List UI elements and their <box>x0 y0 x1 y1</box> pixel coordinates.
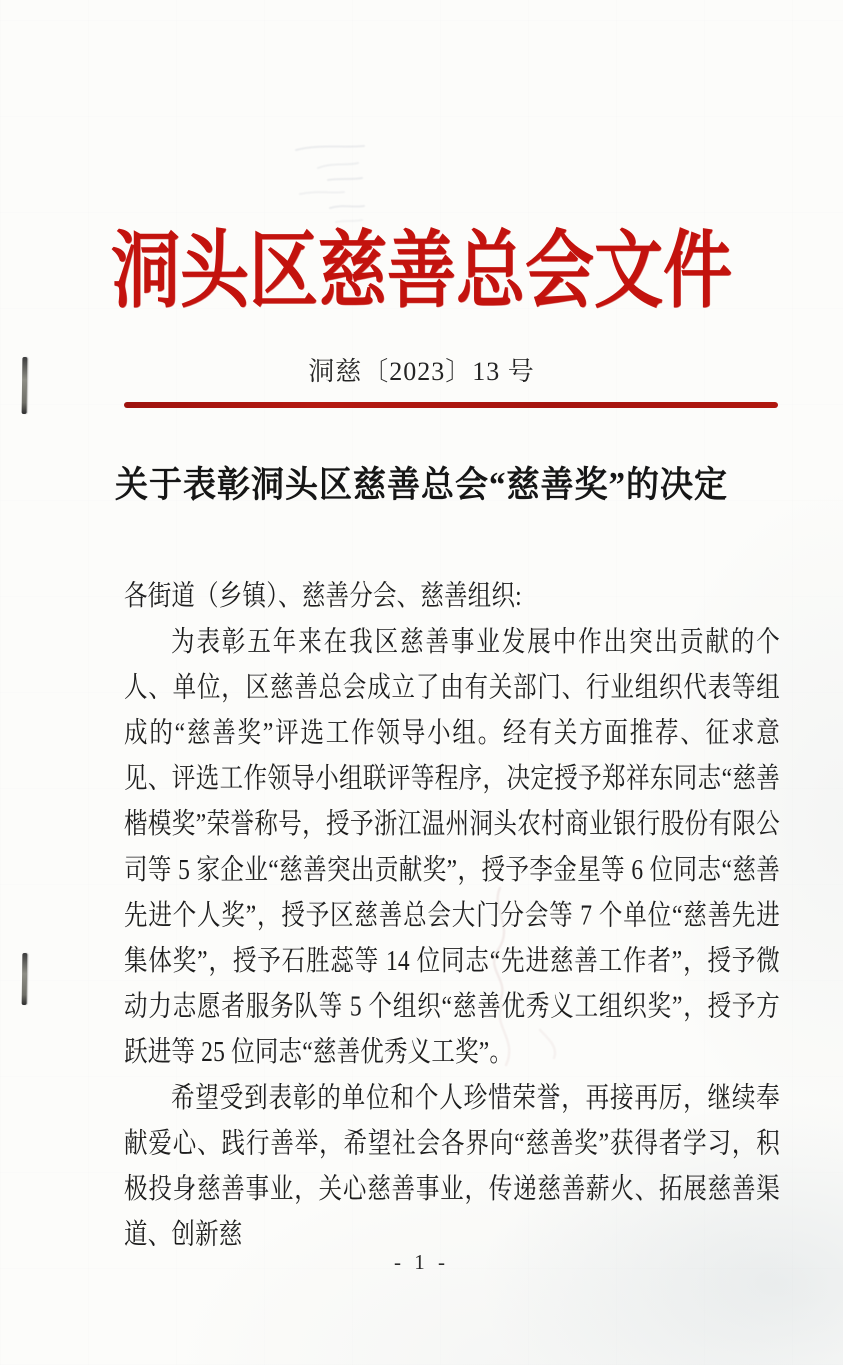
salutation-line: 各街道（乡镇）、慈善分会、慈善组织: <box>124 581 522 613</box>
body-paragraph: 为表彰五年来在我区慈善事业发展中作出突出贡献的个人、单位，区慈善总会成立了由有关部门、行业组织代表等组成的“慈善奖”评选工作领导小组。经有关方面推荐、征求意见、评选工作领导小组联评等程序，决定授予郑祥东同志“慈善楷模奖”荣誉称号，授予浙江温州洞头农村商业银行股份有限公司等 5 家企业“慈善突出贡献奖”，授予李金星等 6 位同志“慈善先进个人奖”，授予区慈善总会大门分会等 7 个单位“慈善先进集体奖”，授予石胜蕊等 14 位同志“先进慈善工作者”，授予微动力志愿者服务队等 5 个组织“慈善优秀义工组织奖”，授予方跃进等 25 位同志“慈善优秀义工奖”。 <box>124 626 780 1069</box>
page-number: - 1 - <box>394 1250 449 1274</box>
letterhead-title-text: 洞头区慈善总会文件 <box>111 225 732 318</box>
document-number: 洞慈〔2023〕13 号 <box>308 357 535 386</box>
document-title-text: 关于表彰洞头区慈善总会“慈善奖”的决定 <box>115 466 728 506</box>
red-divider-rule <box>124 402 778 408</box>
staple-mark <box>22 953 28 1005</box>
body-paragraph: 希望受到表彰的单位和个人珍惜荣誉，再接再厉，继续奉献爱心、践行善举，希望社会各界向“慈善奖”获得者学习，积极投身慈善事业，关心慈善事业，传递慈善薪火、拓展慈善渠道、创新慈 <box>124 1082 780 1251</box>
document-body <box>124 574 780 1258</box>
document-title <box>0 464 843 504</box>
letterhead-title <box>0 225 843 318</box>
